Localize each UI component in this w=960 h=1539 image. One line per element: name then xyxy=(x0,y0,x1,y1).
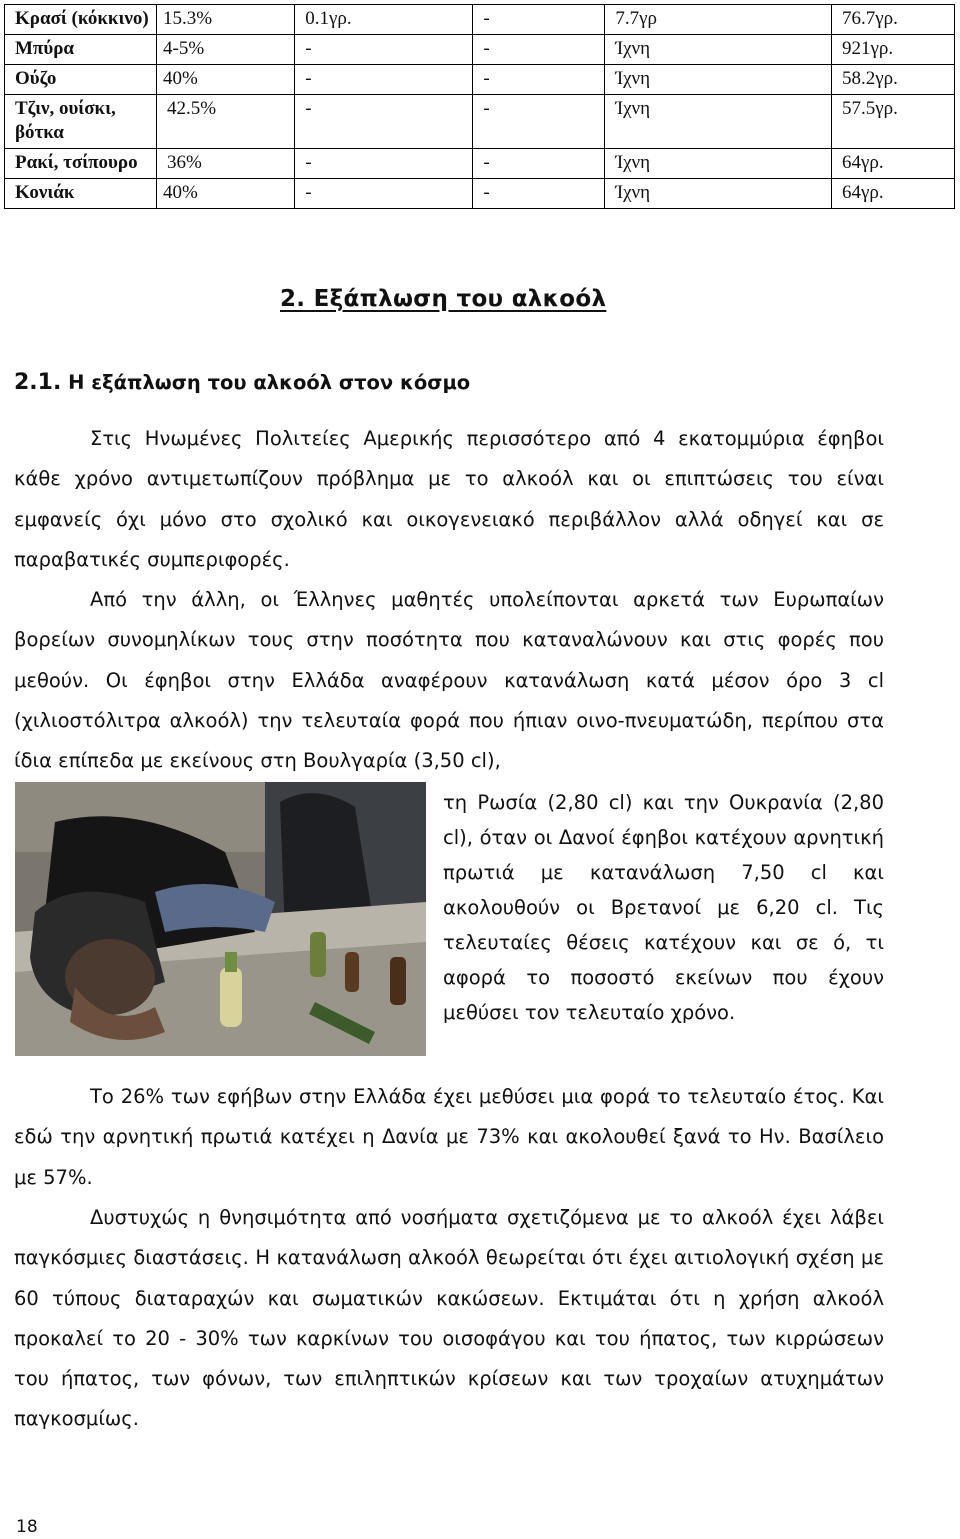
table-cell: - xyxy=(473,35,605,65)
paragraph-text: Από την άλλη, οι Έλληνες μαθητές υπολείπονται αρκετά των Ευρωπαίων βορείων συνομηλίκων τους στην ποσότητα που καταναλώνουν και στις φορές που μεθούν. Οι έφηβοι στην Ελλάδα αναφέρουν κατανάλωση κατά μέσον όρο 3 cl (χιλιοστόλιτρα αλκοόλ) την τελευταία φορά που ήπιαν οινο-πνευματώδη, περίπου στα ίδια επίπεδα με εκείνους στη Βουλγαρία (3,50 cl), xyxy=(14,588,884,773)
paragraph-text: Στις Ηνωμένες Πολιτείες Αμερικής περισσότερο από 4 εκατομμύρια έφηβοι κάθε χρόνο αντιμετωπίζουν πρόβλημα με το αλκοόλ και οι επιπτώσεις του είναι εμφανείς όχι μόνο στο σχολικό και οικογενειακό περιβάλλον αλλά οδηγεί και σε παραβατικές συμπεριφορές. xyxy=(14,427,884,571)
table-cell: - xyxy=(473,65,605,95)
section-heading: 2. Εξάπλωση του αλκοόλ xyxy=(280,286,607,312)
table-cell: - xyxy=(295,35,473,65)
paragraph-greece xyxy=(14,580,884,781)
table-cell: - xyxy=(473,5,605,35)
subsection-number: 2.1. xyxy=(14,370,62,395)
table-cell: 0.1γρ. xyxy=(295,5,473,35)
table-cell-name: Κρασί (κόκκινο) xyxy=(5,5,157,35)
table-cell: 57.5γρ. xyxy=(832,95,955,149)
table-row xyxy=(5,149,955,179)
paragraph-greece-continued: τη Ρωσία (2,80 cl) και την Ουκρανία (2,80 cl), όταν οι Δανοί έφηβοι κατέχουν αρνητική πρωτιά με κατανάλωση 7,50 cl και ακολουθούν οι Βρετανοί με 6,20 cl. Τις τελευταίες θέσεις κατέχουν και σε ό, τι αφορά το ποσοστό εκείνων που έχουν μεθύσει τον τελευταίο χρόνο. xyxy=(443,791,884,1024)
table-cell: 64γρ. xyxy=(832,149,955,179)
table-cell: 4-5% xyxy=(157,35,295,65)
table-cell: - xyxy=(295,179,473,209)
table-cell: - xyxy=(295,65,473,95)
table-cell: 40% xyxy=(157,179,295,209)
table-cell: 42.5% xyxy=(157,95,295,149)
table-cell: 40% xyxy=(157,65,295,95)
table-cell: Ίχνη xyxy=(605,35,832,65)
table-cell: 58.2γρ. xyxy=(832,65,955,95)
table-cell: 36% xyxy=(157,149,295,179)
table-cell: - xyxy=(295,95,473,149)
paragraph-mortality xyxy=(14,1198,884,1440)
page-number: 18 xyxy=(16,1517,38,1537)
table-cell: - xyxy=(295,149,473,179)
table-cell: 921γρ. xyxy=(832,35,955,65)
table-cell: Ίχνη xyxy=(605,149,832,179)
paragraph-text: Δυστυχώς η θνησιμότητα από νοσήματα σχετιζόμενα με το αλκοόλ έχει λάβει παγκόσμιες διαστάσεις. Η κατανάλωση αλκοόλ θεωρείται ότι έχει αιτιολογική σχέση με 60 τύπους διαταραχών και σωματικών κακώσεων. Εκτιμάται ότι η χρήση αλκοόλ προκαλεί το 20 - 30% των καρκίνων του οισοφάγου και του ήπατος, των κιρρώσεων του ήπατος, των φόνων, των επιληπτικών κρίσεων και των τροχαίων ατυχημάτων παγκοσμίως. xyxy=(14,1206,884,1431)
table-cell: Ίχνη xyxy=(605,65,832,95)
table-cell-name: Ούζο xyxy=(5,65,157,95)
table-row xyxy=(5,65,955,95)
subsection-heading xyxy=(14,370,470,395)
table-cell: Ίχνη xyxy=(605,179,832,209)
table-cell-name: Τζιν, ουίσκι, βότκα xyxy=(5,95,157,149)
alcohol-content-table xyxy=(4,4,955,209)
paragraph-usa xyxy=(14,419,884,580)
drunk-teen-photo xyxy=(15,782,426,1056)
table-cell: Ίχνη xyxy=(605,95,832,149)
subsection-title: Η εξάπλωση του αλκοόλ στον κόσμο xyxy=(68,371,471,394)
table-cell: 64γρ. xyxy=(832,179,955,209)
table-cell: - xyxy=(473,149,605,179)
table-cell: 76.7γρ. xyxy=(832,5,955,35)
table-cell: 7.7γρ xyxy=(605,5,832,35)
table-row xyxy=(5,35,955,65)
table-row xyxy=(5,95,955,149)
table-row xyxy=(5,5,955,35)
table-cell: - xyxy=(473,179,605,209)
table-cell-name: Ρακί, τσίπουρο xyxy=(5,149,157,179)
table-cell-name: Κονιάκ xyxy=(5,179,157,209)
table-cell: 15.3% xyxy=(157,5,295,35)
table-cell-name: Μπύρα xyxy=(5,35,157,65)
paragraph-text: Το 26% των εφήβων στην Ελλάδα έχει μεθύσει μια φορά το τελευταίο έτος. Και εδώ την αρνητική πρωτιά κατέχει η Δανία με 73% και ακολουθεί ξανά το Ην. Βασίλειο με 57%. xyxy=(14,1085,884,1189)
table-cell: - xyxy=(473,95,605,149)
table-row xyxy=(5,179,955,209)
paragraph-drunkenness xyxy=(14,1077,884,1198)
photo-illustration xyxy=(15,782,426,1056)
